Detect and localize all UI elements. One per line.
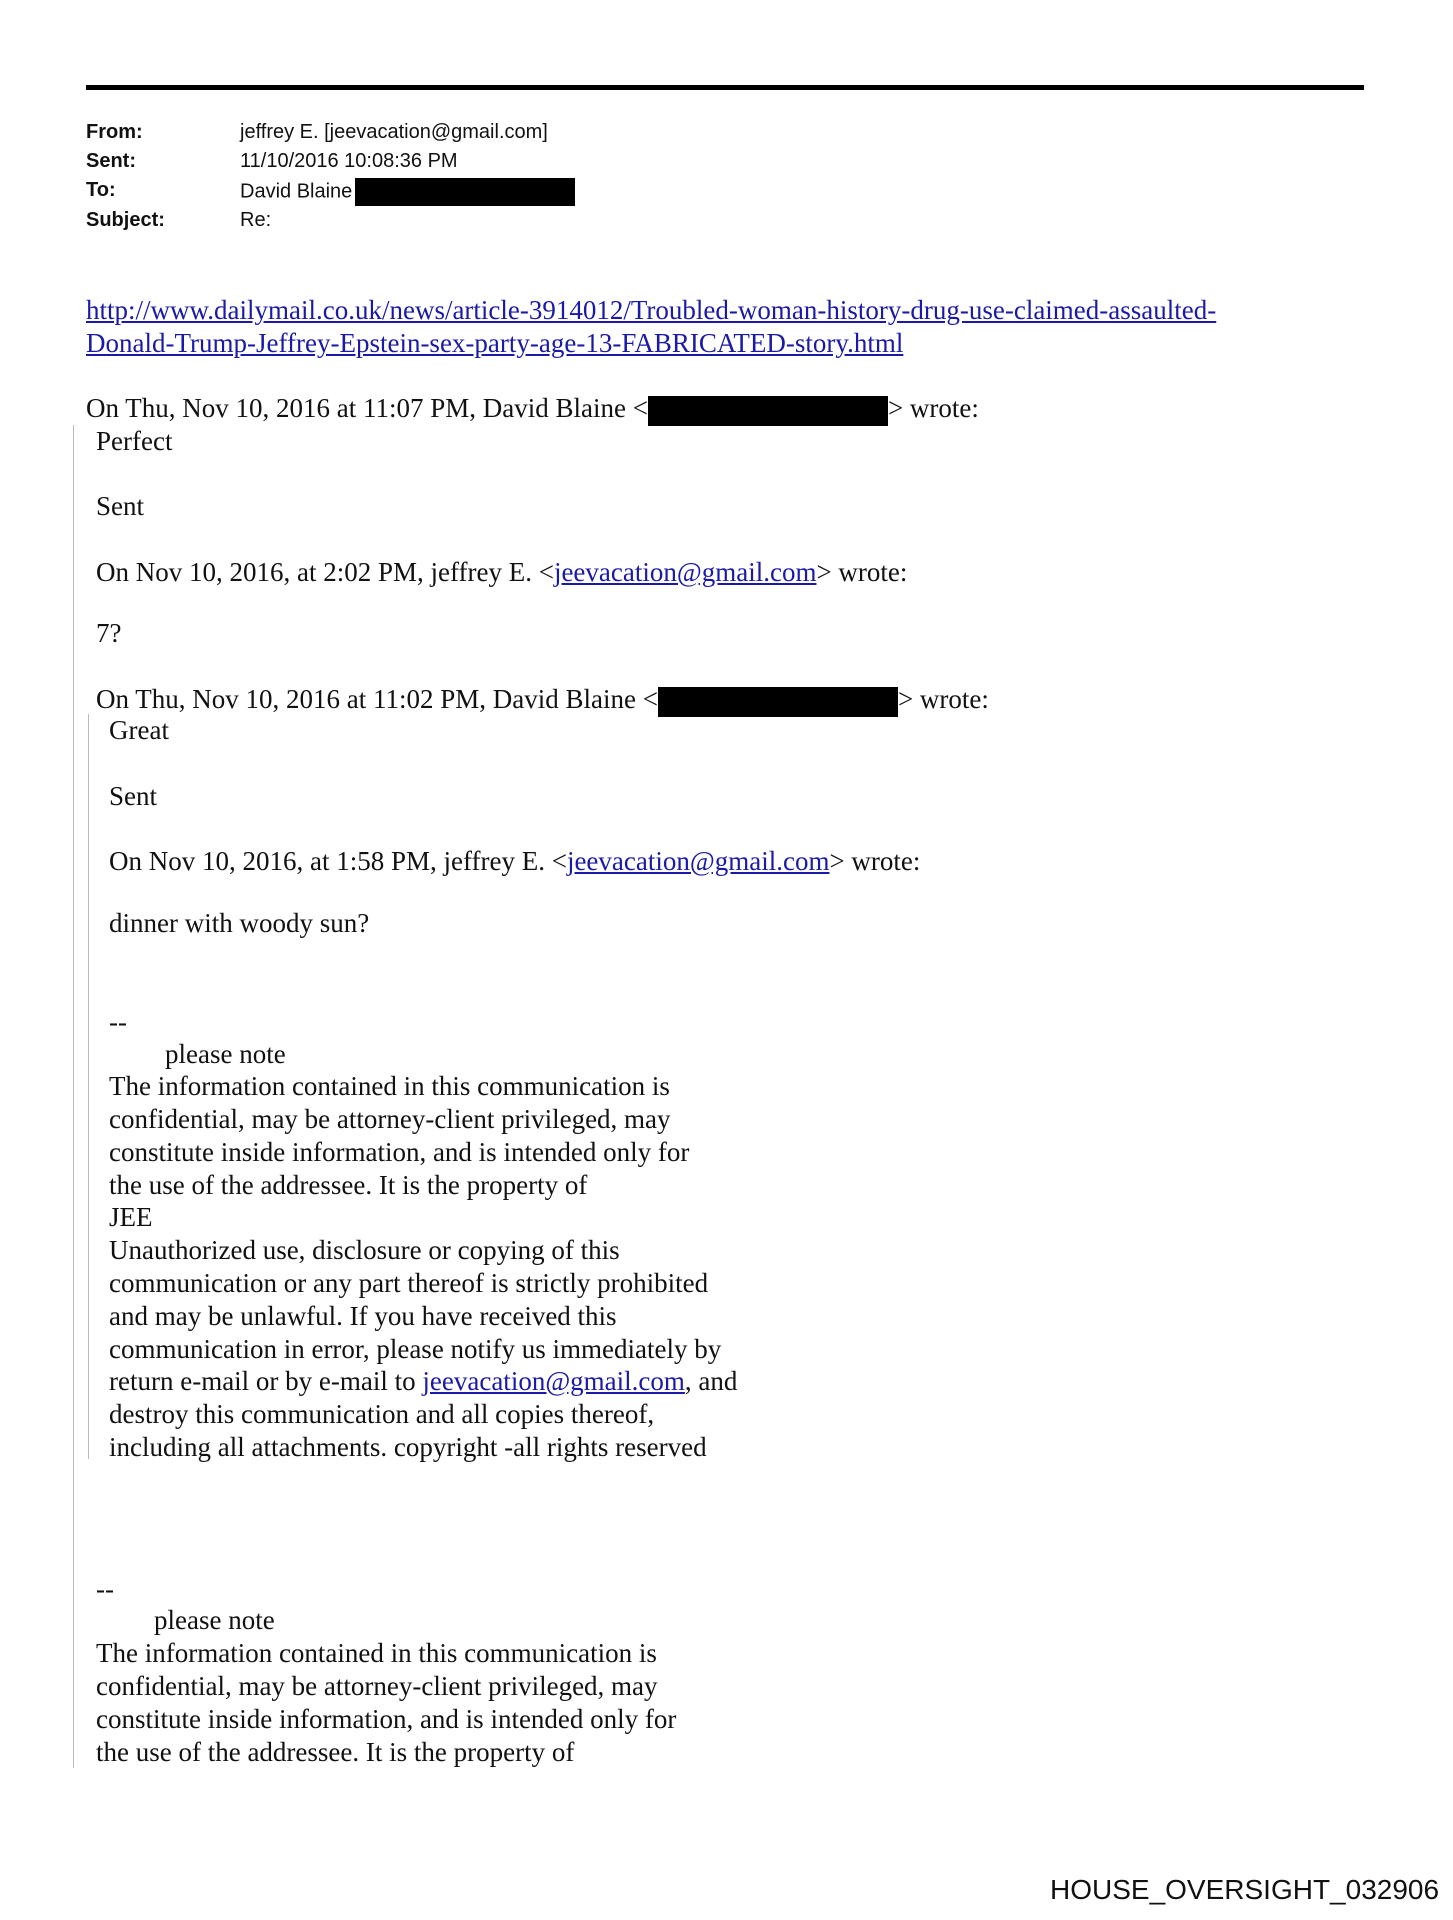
disclaimer-line: Unauthorized use, disclosure or copying of this <box>109 1235 620 1265</box>
disclaimer-line: communication in error, please notify us immediately by <box>109 1334 722 1364</box>
disclaimer-line: and may be unlawful. If you have received this <box>109 1301 617 1331</box>
redaction-box <box>648 396 888 426</box>
from-label: From: <box>86 121 143 143</box>
email-link[interactable]: jeevacation@gmail.com <box>553 557 817 587</box>
disclaimer-line: the use of the addressee. It is the property of <box>96 1737 575 1767</box>
to-line <box>240 178 575 206</box>
subject-value: Re: <box>240 209 272 231</box>
please-note: please note <box>165 1039 286 1069</box>
quote1-line1: Perfect <box>96 426 173 456</box>
to-value: David Blaine <box>240 180 353 203</box>
disclaimer-line: destroy this communication and all copies thereof, <box>109 1399 655 1429</box>
disclaimer-line: constitute inside information, and is intended only for <box>109 1137 690 1167</box>
quote2-reply-body: dinner with woody sun? <box>109 908 370 938</box>
sent-label: Sent: <box>86 150 136 172</box>
disclaimer-line: The information contained in this communication is <box>96 1638 657 1668</box>
disclaimer-line: the use of the addressee. It is the property of <box>109 1170 588 1200</box>
quote-bar <box>73 425 74 1768</box>
disclaimer-line: JEE <box>109 1202 153 1232</box>
quote2-reply-intro: On Nov 10, 2016, at 1:58 PM, jeffrey E. <jeevacation@gmail.com> wrote: <box>109 846 921 876</box>
redaction-box <box>355 178 575 206</box>
header-rule <box>86 85 1364 90</box>
signature-dashes: -- <box>96 1574 114 1604</box>
quote2-line1: Great <box>109 715 169 745</box>
article-link-line2[interactable]: Donald-Trump-Jeffrey-Epstein-sex-party-age-13-FABRICATED-story.html <box>86 328 904 358</box>
disclaimer-line: confidential, may be attorney-client privileged, may <box>96 1671 658 1701</box>
quote2-line2: Sent <box>109 781 158 811</box>
disclaimer-line: communication or any part thereof is strictly prohibited <box>109 1268 709 1298</box>
sent-value: 11/10/2016 10:08:36 PM <box>240 150 458 172</box>
signature-dashes: -- <box>109 1007 127 1037</box>
email-link[interactable]: jeevacation@gmail.com <box>422 1366 685 1396</box>
quote1-line2: Sent <box>96 491 145 521</box>
to-label: To: <box>86 179 116 201</box>
disclaimer-line: The information contained in this communication is <box>109 1071 670 1101</box>
article-link-line1[interactable]: http://www.dailymail.co.uk/news/article-3914012/Troubled-woman-history-drug-use-claimed-assaulted- <box>86 295 1217 325</box>
subject-label: Subject: <box>86 209 165 231</box>
email-link[interactable]: jeevacation@gmail.com <box>566 846 830 876</box>
bates-number: HOUSE_OVERSIGHT_032906 <box>1050 1874 1440 1905</box>
quote1-reply-body: 7? <box>96 618 122 648</box>
quote1-intro: On Thu, Nov 10, 2016 at 11:07 PM, David Blaine < > wrote: <box>86 392 979 426</box>
disclaimer-line: confidential, may be attorney-client privileged, may <box>109 1104 671 1134</box>
disclaimer-line: constitute inside information, and is intended only for <box>96 1704 677 1734</box>
from-value: jeffrey E. [jeevacation@gmail.com] <box>240 121 548 143</box>
redaction-box <box>658 687 898 717</box>
please-note: please note <box>154 1605 275 1635</box>
quote-bar <box>88 714 89 1459</box>
disclaimer-line: return e-mail or by e-mail to jeevacation@gmail.com, and <box>109 1366 738 1396</box>
quote1-reply-intro: On Nov 10, 2016, at 2:02 PM, jeffrey E. <jeevacation@gmail.com> wrote: <box>96 557 908 587</box>
disclaimer-line: including all attachments. copyright -all rights reserved <box>109 1432 707 1462</box>
quote2-intro: On Thu, Nov 10, 2016 at 11:02 PM, David Blaine < > wrote: <box>96 683 989 717</box>
